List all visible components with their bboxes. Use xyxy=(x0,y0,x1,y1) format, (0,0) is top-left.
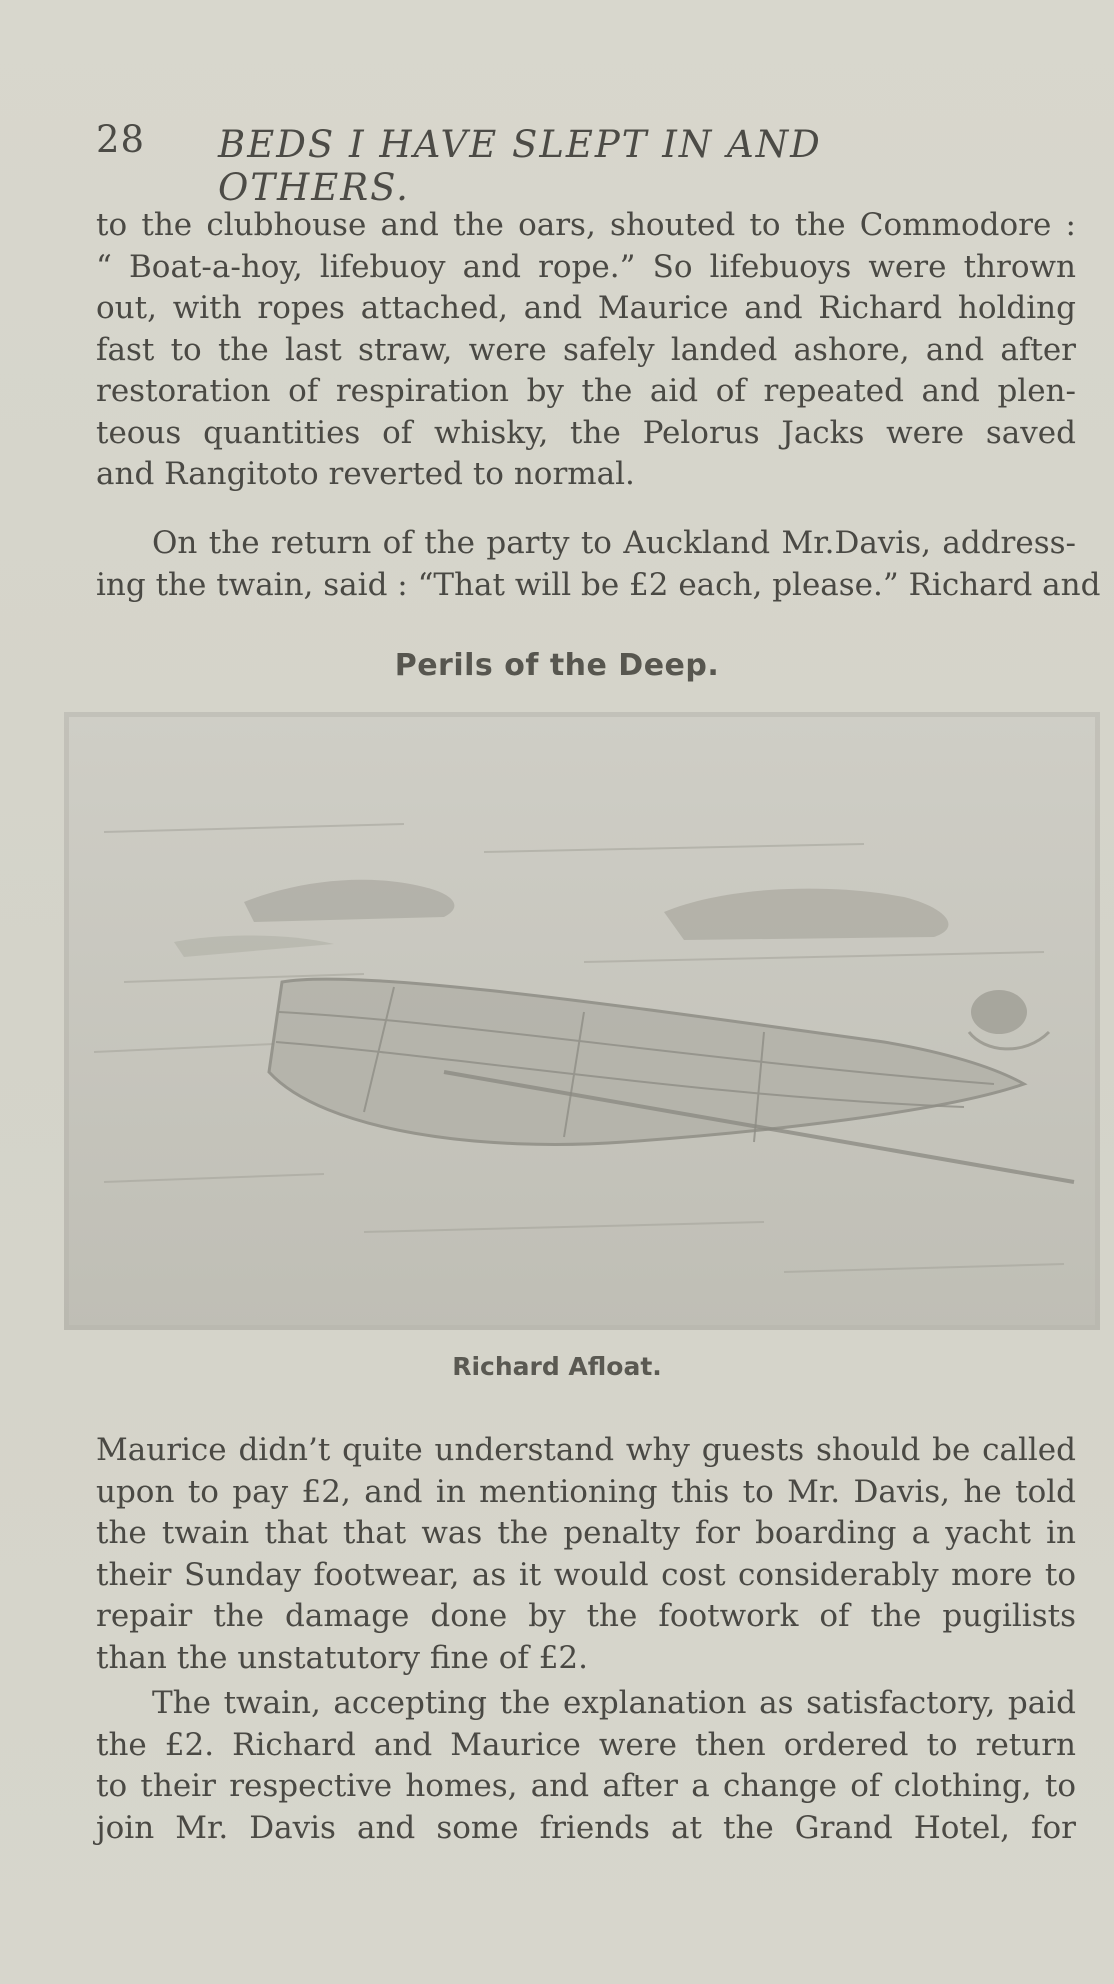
text-line: restoration of respiration by the aid of repeated and plen- xyxy=(96,373,1076,409)
text-line: ing the twain, said : “That will be £2 each, please.” Richard and xyxy=(96,566,1101,603)
text-line: fast to the last straw, were safely landed ashore, and after xyxy=(96,331,1076,368)
text-line: The twain, accepting the explanation as satisfactory, paid xyxy=(152,1685,1076,1721)
running-title: BEDS I HAVE SLEPT IN AND OTHERS. xyxy=(218,123,822,209)
text-line: teous quantities of whisky, the Pelorus Jacks were saved xyxy=(96,414,1076,451)
rowing-boat-illustration xyxy=(64,712,1100,1330)
paragraph-4 xyxy=(96,1683,1076,1849)
paragraph-2 xyxy=(96,523,1101,606)
text-line: Maurice didn’t quite understand why guests should be called xyxy=(96,1432,1076,1468)
text-line: the £2. Richard and Maurice were then ordered to return xyxy=(96,1726,1076,1763)
text-line: to their respective homes, and after a change of clothing, to xyxy=(96,1768,1076,1804)
text-line: On the return of the party to Auckland Mr.Davis, address- xyxy=(152,525,1076,561)
running-head xyxy=(96,118,996,209)
text-line: to the clubhouse and the oars, shouted to the Commodore : xyxy=(96,207,1076,243)
paragraph-1 xyxy=(96,205,1076,496)
text-line: join Mr. Davis and some friends at the Grand Hotel, for xyxy=(96,1809,1076,1846)
text-line: upon to pay £2, and in mentioning this to Mr. Davis, he told xyxy=(96,1473,1076,1510)
text-line: out, with ropes attached, and Maurice and Richard holding xyxy=(96,290,1076,326)
plate-title: Perils of the Deep. xyxy=(394,648,720,683)
page-number: 28 xyxy=(96,118,146,161)
text-line: “ Boat-a-hoy, lifebuoy and rope.” So lifebuoys were thrown xyxy=(96,248,1076,285)
text-line: their Sunday footwear, as it would cost considerably more to xyxy=(96,1556,1076,1593)
plate-caption: Richard Afloat. xyxy=(452,1352,662,1381)
text-line: and Rangitoto reverted to normal. xyxy=(96,456,635,492)
text-line: the twain that that was the penalty for boarding a yacht in xyxy=(96,1515,1076,1551)
text-line: than the unstatutory fine of £2. xyxy=(96,1639,588,1676)
text-line: repair the damage done by the footwork of the pugilists xyxy=(96,1598,1076,1634)
boat-photo xyxy=(64,712,1100,1330)
paragraph-3 xyxy=(96,1430,1076,1679)
